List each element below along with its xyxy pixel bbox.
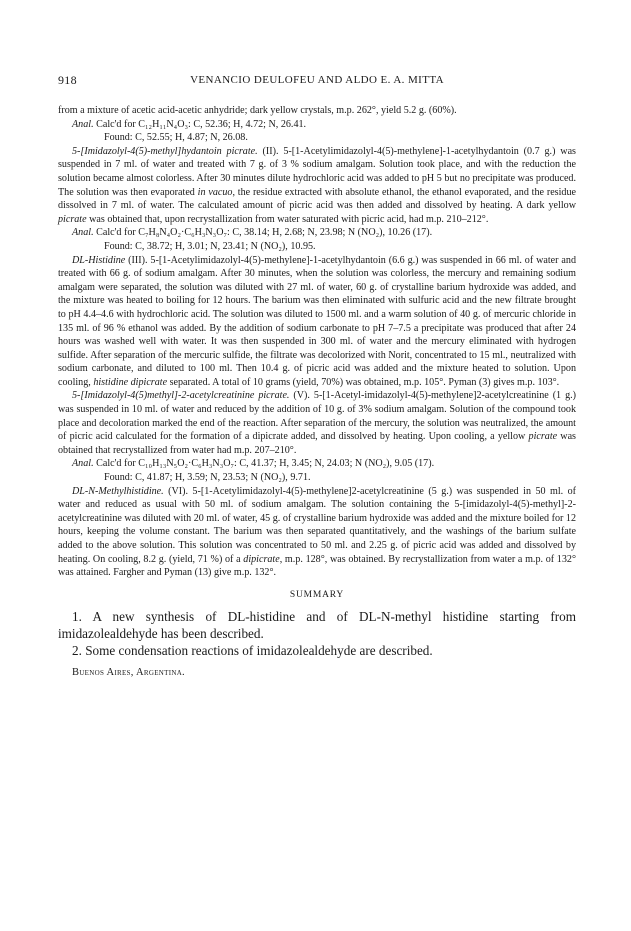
anal-text: Calc'd for C₁₀H₁₃N₅O₂·C₆H₃N₃O₇: C, 41.37; H, 3.45; N, 24.03; N (NO₂), 9.05 (17). — [93, 458, 435, 470]
paragraph-hydantoin-picrate: 5-[Imidazolyl-4(5)-methyl]hydantoin picrate. (II). 5-[1-Acetylimidazolyl-4(5)-methylene]-1-acetylhydantoin (0.7 g.) was suspended in 7 ml. of water and treated with 7 g. of 3 % sodium amalgam. Solution took place, and with the reduction the solution became almost colorless. After 30 minutes dilute hydrochloric acid was added to pH 5 but no precipitate was produced. The solution was then evaporated in vacuo, the residue extracted with absolute ethanol, the ethanol evaporated, and the residue dissolved in 7 ml. of water. The calculated amount of picric acid was then added and dissolved by heating. A dark yellow picrate was obtained that, upon recrystallization from water saturated with picric acid, had m.p. 210–212°. — [58, 145, 576, 225]
anal-label: Anal. — [72, 227, 94, 239]
paragraph-histidine: DL-Histidine (III). 5-[1-Acetylimidazolyl-4(5)-methylene]-1-acetylhydantoin (6.6 g.) was suspended in 66 ml. of water and treated with 66 g. of sodium amalgam. After 30 minutes, when the solution was colorless, the mercury and remaining sodium amalgam were separated, the solution was diluted with 27 ml. of water, 60 g. of crystalline barium hydroxide was added, and the mixture was heated to boiling for 12 hours. The barium was then eliminated with sulfuric acid and the new filtrate brought to pH 4.4–4.6 with hydrochloric acid. The solution was diluted to 1500 ml. and a warm solution of 40 g. of mercuric chloride in 135 ml. of 96 % ethanol was added. By the addition of sodium carbonate to pH 7–7.5 a precipitate was produced that after 24 hours was washed well with water. It was then suspended in 300 ml. of water and the mercury eliminated with hydrogen sulfide. After separation of the mercuric sulfide, the filtrate was decolorized with Norit, concentrated to 15 ml., neutralized with sodium carbonate, and diluted to 100 ml. Then 10.4 g. of picric acid was added and the mixture heated to solution. Upon cooling, histidine dipicrate separated. A total of 10 grams (yield, 70%) was obtained, m.p. 105°. Pyman (3) gives m.p. 103°. — [58, 254, 576, 388]
page-number: 918 — [58, 73, 77, 87]
anal-text: Calc'd for C₁₂H₁₁N₄O₃: C, 52.36; H, 4.72; N, 26.41. — [93, 118, 307, 130]
paragraph-acetylcreatinine-picrate: 5-[Imidazolyl-4(5)methyl]-2-acetylcreatinine picrate. (V). 5-[1-Acetyl-imidazolyl-4(5)-methylene]2-acetylcreatinine (1 g.) was suspended in 10 ml. of water and reduced by the addition of 10 g. of 3% sodium amalgam. Solution of the compound took place and decoloration marked the end of the reaction. After separation of the mercury, the solution was neutralized, the amount of picric acid calculated for the formation of a dipicrate added, and dissolved by heating. Upon cooling, a yellow picrate was obtained that recrystallized from water had m.p. 207–210°. — [58, 390, 576, 456]
author-location: Buenos Aires, Argentina. — [72, 667, 185, 679]
page-header — [58, 73, 576, 87]
running-title: VENANCIO DEULOFEU AND ALDO E. A. MITTA — [190, 74, 444, 86]
analysis-calculated-1 — [58, 118, 576, 132]
analysis-found-3: Found: C, 41.87; H, 3.59; N, 23.53; N (NO₂), 9.71. — [104, 472, 311, 484]
paragraph-1: from a mixture of acetic acid-acetic anhydride; dark yellow crystals, m.p. 262°, yield 5.2 g. (60%). — [58, 105, 457, 116]
compound-title: DL-N-Methylhistidine. — [72, 485, 164, 497]
article-body — [58, 104, 576, 680]
compound-title: DL-Histidine — [72, 254, 126, 266]
summary-item-2: 2. Some condensation reactions of imidazolealdehyde are described. — [72, 643, 433, 659]
analysis-found-1: Found: C, 52.55; H, 4.87; N, 26.08. — [104, 132, 248, 144]
paragraph-methylhistidine: DL-N-Methylhistidine. (VI). 5-[1-Acetylimidazolyl-4(5)-methylene]2-acetylcreatinine (5 g.) was suspended in 50 ml. of water and reduced as usual with 50 ml. of sodium amalgam. The solution containing the 5-[imidazolyl-4(5)-methyl]-2-acetylcreatinine was diluted with 20 ml. of water, 45 g. of crystalline barium hydroxide was added and the mixture boiled for 12 hours, keeping the volume constant. The barium was then separated quantitatively, and the washings of the barium sulfate added to the above solution. This solution was concentrated to 50 ml. and 2.25 g. of picric acid was added and dissolved by heating. On cooling, 8.2 g. (yield, 71 %) of a dipicrate, m.p. 128°, was obtained. By recrystallization from water a m.p. of 132° was attained. Fargher and Pyman (13) give m.p. 132°. — [58, 485, 576, 579]
analysis-calculated-2 — [58, 226, 576, 240]
analysis-found-2: Found: C, 38.72; H, 3.01; N, 23.41; N (NO₂), 10.95. — [104, 240, 316, 252]
anal-text: Calc'd for C₇H₈N₄O₂·C₆H₃N₃O₇: C, 38.14; H, 2.68; N, 23.98; N (NO₂), 10.26 (17). — [93, 227, 433, 239]
analysis-calculated-3 — [58, 457, 576, 471]
anal-label: Anal. — [72, 118, 94, 130]
compound-title: 5-[Imidazolyl-4(5)-methyl]hydantoin picrate. — [72, 145, 258, 157]
summary-item-1: 1. A new synthesis of DL-histidine and of DL-N-methyl histidine starting from imidazolealdehyde has been described. — [58, 609, 576, 642]
compound-title: 5-[Imidazolyl-4(5)methyl]-2-acetylcreatinine picrate. — [72, 390, 290, 402]
anal-label: Anal. — [72, 458, 94, 470]
summary-heading: SUMMARY — [289, 589, 345, 600]
